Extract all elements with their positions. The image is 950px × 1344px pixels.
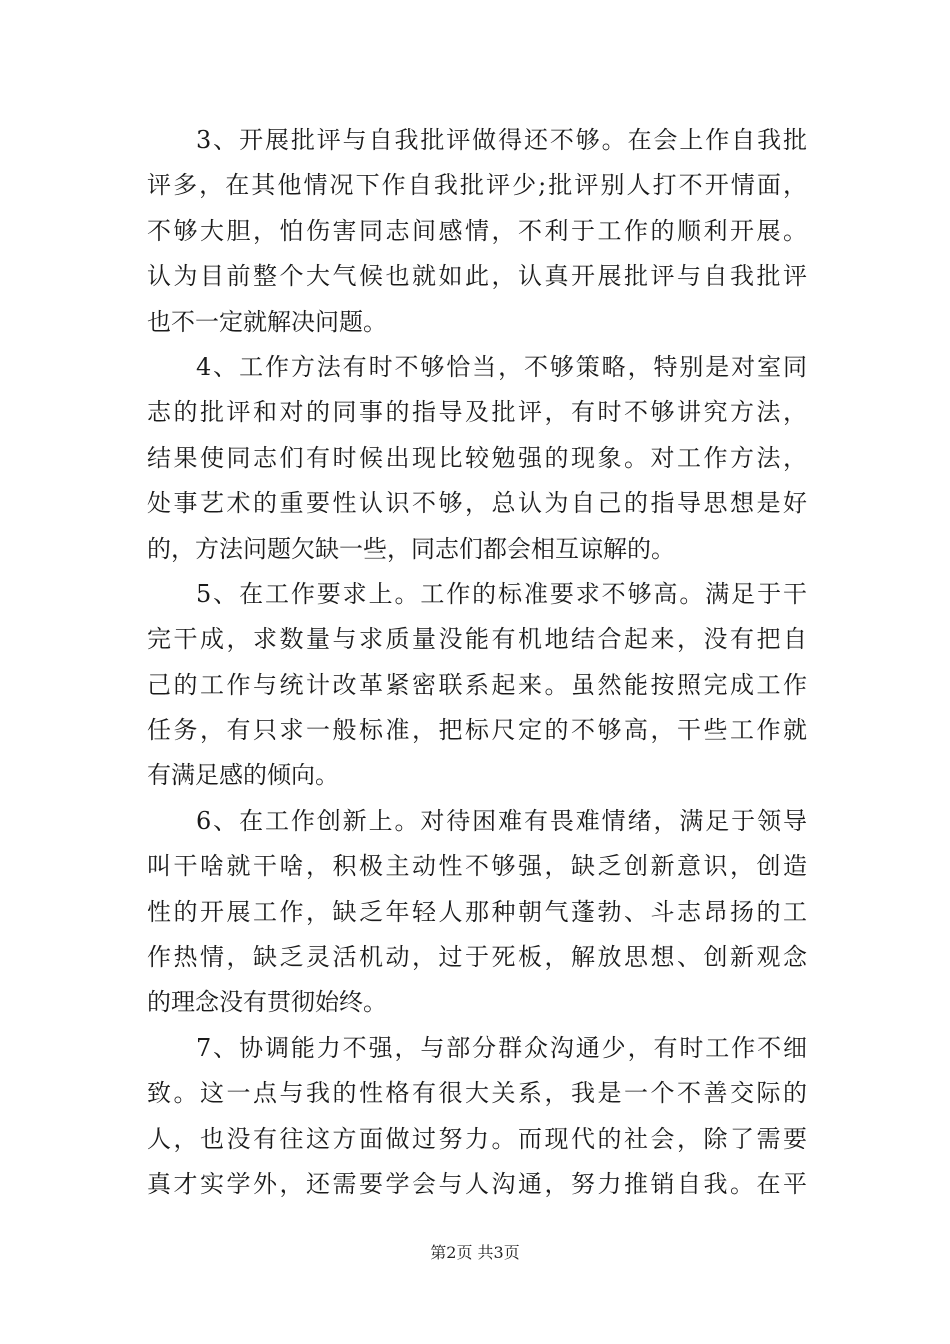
text-line: 叫干啥就干啥，积极主动性不够强，缺乏创新意识，创造	[147, 852, 807, 881]
text-line: 有满足感的倾向。	[147, 761, 339, 790]
text-line: 真才实学外，还需要学会与人沟通，努力推销自我。在平	[147, 1169, 807, 1198]
text-line: 完干成，求数量与求质量没能有机地结合起来，没有把自	[147, 625, 807, 654]
text-line: 的理念没有贯彻始终。	[147, 988, 387, 1017]
text-line: 结果使同志们有时候出现比较勉强的现象。对工作方法，	[147, 443, 807, 472]
paragraph-3	[147, 118, 807, 345]
text-line: 作热情，缺乏灵活机动，过于死板，解放思想、创新观念	[147, 943, 807, 972]
text-line: 致。这一点与我的性格有很大关系，我是一个不善交际的	[147, 1079, 807, 1108]
text-line: 志的批评和对的同事的指导及批评，有时不够讲究方法，	[147, 398, 807, 427]
text-line: 己的工作与统计改革紧密联系起来。虽然能按照完成工作	[147, 670, 807, 699]
text-line: 处事艺术的重要性认识不够，总认为自己的指导思想是好	[147, 489, 807, 518]
text-line: 认为目前整个大气候也就如此，认真开展批评与自我批评	[147, 262, 807, 291]
text-line: 6、在工作创新上。对待困难有畏难情绪，满足于领导	[196, 806, 807, 835]
paragraph-5	[147, 572, 807, 799]
text-line: 不够大胆，怕伤害同志间感情，不利于工作的顺利开展。	[147, 216, 807, 245]
text-line: 评多，在其他情况下作自我批评少;批评别人打不开情面，	[147, 171, 807, 200]
text-line: 性的开展工作，缺乏年轻人那种朝气蓬勃、斗志昂扬的工	[147, 897, 807, 926]
text-line: 也不一定就解决问题。	[147, 307, 387, 336]
paragraph-4	[147, 345, 807, 572]
page-number-footer: 第2页 共3页	[430, 1243, 520, 1262]
text-line: 5、在工作要求上。工作的标准要求不够高。满足于干	[196, 579, 807, 608]
paragraph-7	[147, 1026, 807, 1208]
text-line: 任务，有只求一般标准，把标尺定的不够高，干些工作就	[147, 716, 807, 745]
paragraph-6	[147, 799, 807, 1026]
text-line: 人，也没有往这方面做过努力。而现代的社会，除了需要	[147, 1124, 807, 1153]
text-line: 7、协调能力不强，与部分群众沟通少，有时工作不细	[196, 1033, 807, 1062]
text-line: 3、开展批评与自我批评做得还不够。在会上作自我批	[196, 126, 807, 154]
document-body	[147, 118, 807, 1207]
text-line: 4、工作方法有时不够恰当，不够策略，特别是对室同	[196, 352, 807, 381]
text-line: 的，方法问题欠缺一些，同志们都会相互谅解的。	[147, 534, 675, 563]
